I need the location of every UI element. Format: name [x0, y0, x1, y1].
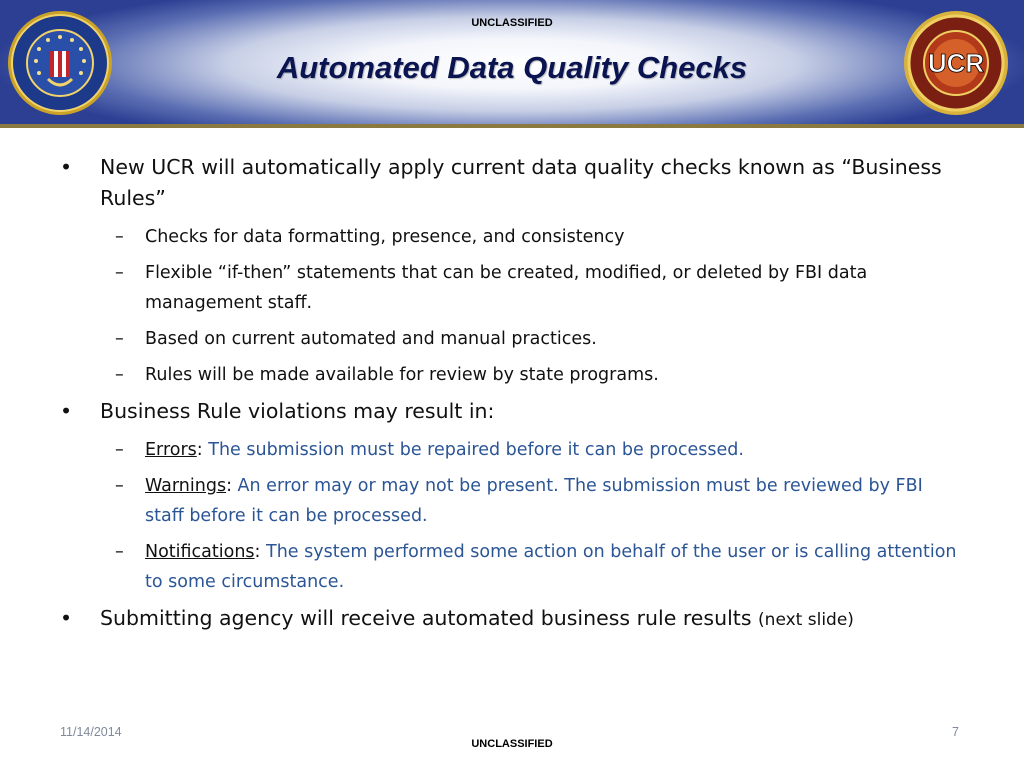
bullet-text: Based on current automated and manual practices.: [145, 329, 597, 349]
slide-header: [0, 0, 1024, 128]
svg-text:UCR: UCR: [927, 48, 985, 78]
bullet-suffix: (next slide): [758, 610, 854, 630]
colon: :: [254, 542, 266, 562]
definition-errors: The submission must be repaired before it can be processed.: [208, 440, 744, 460]
sub-bullet-item: [60, 324, 960, 354]
sub-bullet-warnings: [60, 471, 960, 531]
slide-body: [60, 152, 960, 644]
colon: :: [196, 440, 209, 460]
classification-marking-top: UNCLASSIFIED: [471, 17, 553, 29]
sub-bullet-errors: [60, 435, 960, 465]
bullet-dot: •: [60, 155, 73, 179]
definition-notifications: The system performed some action on behalf of the user or is calling attention to some circumstance.: [145, 542, 957, 592]
bullet-text: Business Rule violations may result in:: [100, 399, 495, 423]
ucr-seal-logo: [902, 9, 1010, 117]
term-warnings: Warnings: [145, 476, 227, 496]
sub-bullet-item: [60, 222, 960, 252]
dash-marker: –: [115, 263, 124, 283]
definition-warnings: An error may or may not be present. The submission must be reviewed by FBI staff before it can be processed.: [145, 476, 923, 526]
sub-bullet-item: [60, 258, 960, 318]
bullet-text: Checks for data formatting, presence, and consistency: [145, 227, 625, 247]
colon: :: [226, 476, 238, 496]
dash-marker: –: [115, 227, 124, 247]
dash-marker: –: [115, 542, 124, 562]
term-errors: Errors: [145, 440, 197, 460]
bullet-dot: •: [60, 606, 73, 630]
dash-marker: –: [115, 329, 124, 349]
bullet-text: Submitting agency will receive automated business rule results: [100, 606, 752, 630]
bullet-dot: •: [60, 399, 73, 423]
footer-date: 11/14/2014: [60, 725, 122, 739]
bullet-text: New UCR will automatically apply current data quality checks known as “Business Rules”: [100, 155, 942, 210]
bullet-item: [60, 152, 960, 214]
bullet-item: [60, 603, 960, 636]
slide-number: 7: [952, 725, 959, 739]
dash-marker: –: [115, 476, 124, 496]
bullet-text: Rules will be made available for review by state programs.: [145, 365, 659, 385]
bullet-item: [60, 396, 960, 427]
slide-title: Automated Data Quality Checks: [276, 50, 748, 85]
bullet-text: Flexible “if-then” statements that can be created, modified, or deleted by FBI data management staff.: [145, 263, 868, 313]
sub-bullet-notifications: [60, 537, 960, 597]
dash-marker: –: [115, 365, 124, 385]
dash-marker: –: [115, 440, 124, 460]
term-notifications: Notifications: [145, 542, 255, 562]
sub-bullet-item: [60, 360, 960, 390]
classification-marking-bottom: UNCLASSIFIED: [471, 738, 553, 750]
